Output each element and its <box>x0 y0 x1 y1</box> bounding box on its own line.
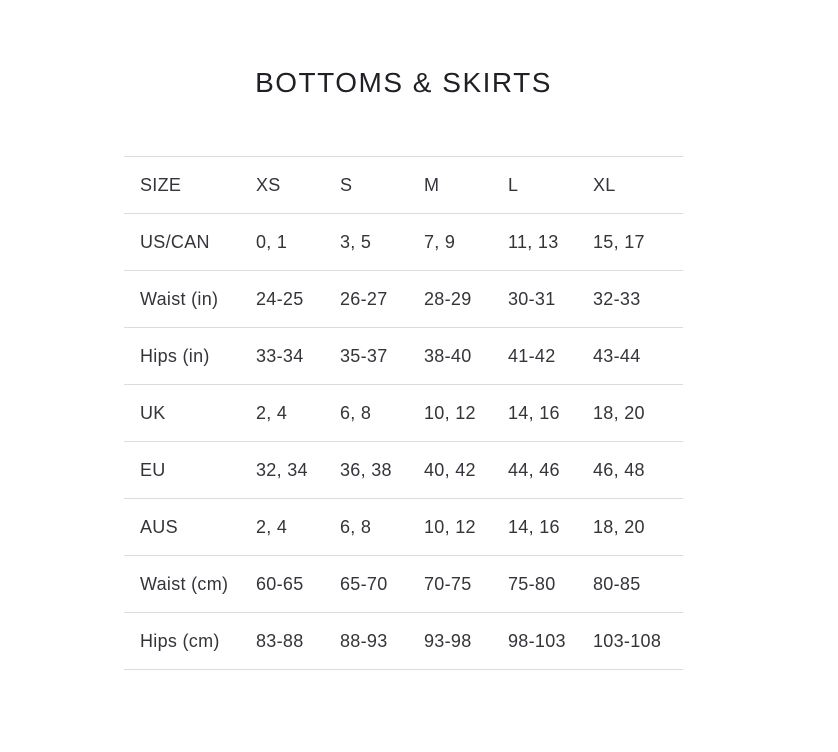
table-row-aus <box>124 499 683 556</box>
size-cell: 6, 8 <box>324 385 408 442</box>
table-row-waist-in <box>124 271 683 328</box>
size-cell: 10, 12 <box>408 385 492 442</box>
size-cell: 10, 12 <box>408 499 492 556</box>
size-cell: 98-103 <box>508 630 566 651</box>
column-header-s: S <box>324 157 408 214</box>
size-cell: 2, 4 <box>240 385 324 442</box>
table-row-hips-in <box>124 328 683 385</box>
size-cell: 88-93 <box>340 630 388 651</box>
size-cell: 36, 38 <box>324 442 408 499</box>
size-cell: 30-31 <box>492 271 577 328</box>
column-header-size: SIZE <box>124 157 240 214</box>
size-cell: 40, 42 <box>408 442 492 499</box>
row-label: Waist (cm) <box>124 556 240 613</box>
size-cell: 11, 13 <box>492 214 577 271</box>
column-header-xs: XS <box>240 157 324 214</box>
size-cell: 14, 16 <box>492 499 577 556</box>
size-cell: 38-40 <box>408 328 492 385</box>
row-label: Hips (in) <box>124 328 240 385</box>
row-label: US/CAN <box>124 214 240 271</box>
size-cell: 26-27 <box>324 271 408 328</box>
page-title: BOTTOMS & SKIRTS <box>255 67 552 98</box>
size-cell: 32-33 <box>577 271 683 328</box>
row-label: UK <box>124 385 240 442</box>
size-cell: 65-70 <box>324 556 408 613</box>
table-row-uk <box>124 385 683 442</box>
size-cell: 6, 8 <box>324 499 408 556</box>
row-label: Waist (in) <box>124 271 240 328</box>
size-cell: 3, 5 <box>324 214 408 271</box>
size-cell: 7, 9 <box>408 214 492 271</box>
size-cell: 28-29 <box>408 271 492 328</box>
size-cell: 41-42 <box>492 328 577 385</box>
table-row-eu <box>124 442 683 499</box>
row-label: EU <box>124 442 240 499</box>
size-cell: 70-75 <box>408 556 492 613</box>
size-cell: 43-44 <box>577 328 683 385</box>
size-cell: 14, 16 <box>492 385 577 442</box>
size-guide-content <box>124 66 683 670</box>
size-cell: 93-98 <box>424 630 472 651</box>
size-cell: 0, 1 <box>240 214 324 271</box>
size-cell: 46, 48 <box>577 442 683 499</box>
size-cell: 24-25 <box>240 271 324 328</box>
column-header-xl: XL <box>577 157 683 214</box>
table-row-us-can <box>124 214 683 271</box>
size-chart-table <box>124 156 683 670</box>
size-cell: 60-65 <box>240 556 324 613</box>
size-cell: 18, 20 <box>577 385 683 442</box>
size-cell: 35-37 <box>324 328 408 385</box>
row-label: AUS <box>124 499 240 556</box>
row-label: Hips (cm) <box>140 630 220 651</box>
table-row-waist-cm <box>124 556 683 613</box>
size-cell: 83-88 <box>256 630 304 651</box>
table-row-hips-cm <box>124 613 683 670</box>
size-cell: 18, 20 <box>577 499 683 556</box>
size-cell: 32, 34 <box>240 442 324 499</box>
column-header-m: M <box>408 157 492 214</box>
column-header-l: L <box>492 157 577 214</box>
size-cell: 2, 4 <box>240 499 324 556</box>
table-header-row <box>124 157 683 214</box>
size-cell: 80-85 <box>577 556 683 613</box>
size-cell: 44, 46 <box>492 442 577 499</box>
size-cell: 33-34 <box>240 328 324 385</box>
size-cell: 75-80 <box>492 556 577 613</box>
size-cell: 15, 17 <box>577 214 683 271</box>
size-cell: 103-108 <box>593 630 662 651</box>
